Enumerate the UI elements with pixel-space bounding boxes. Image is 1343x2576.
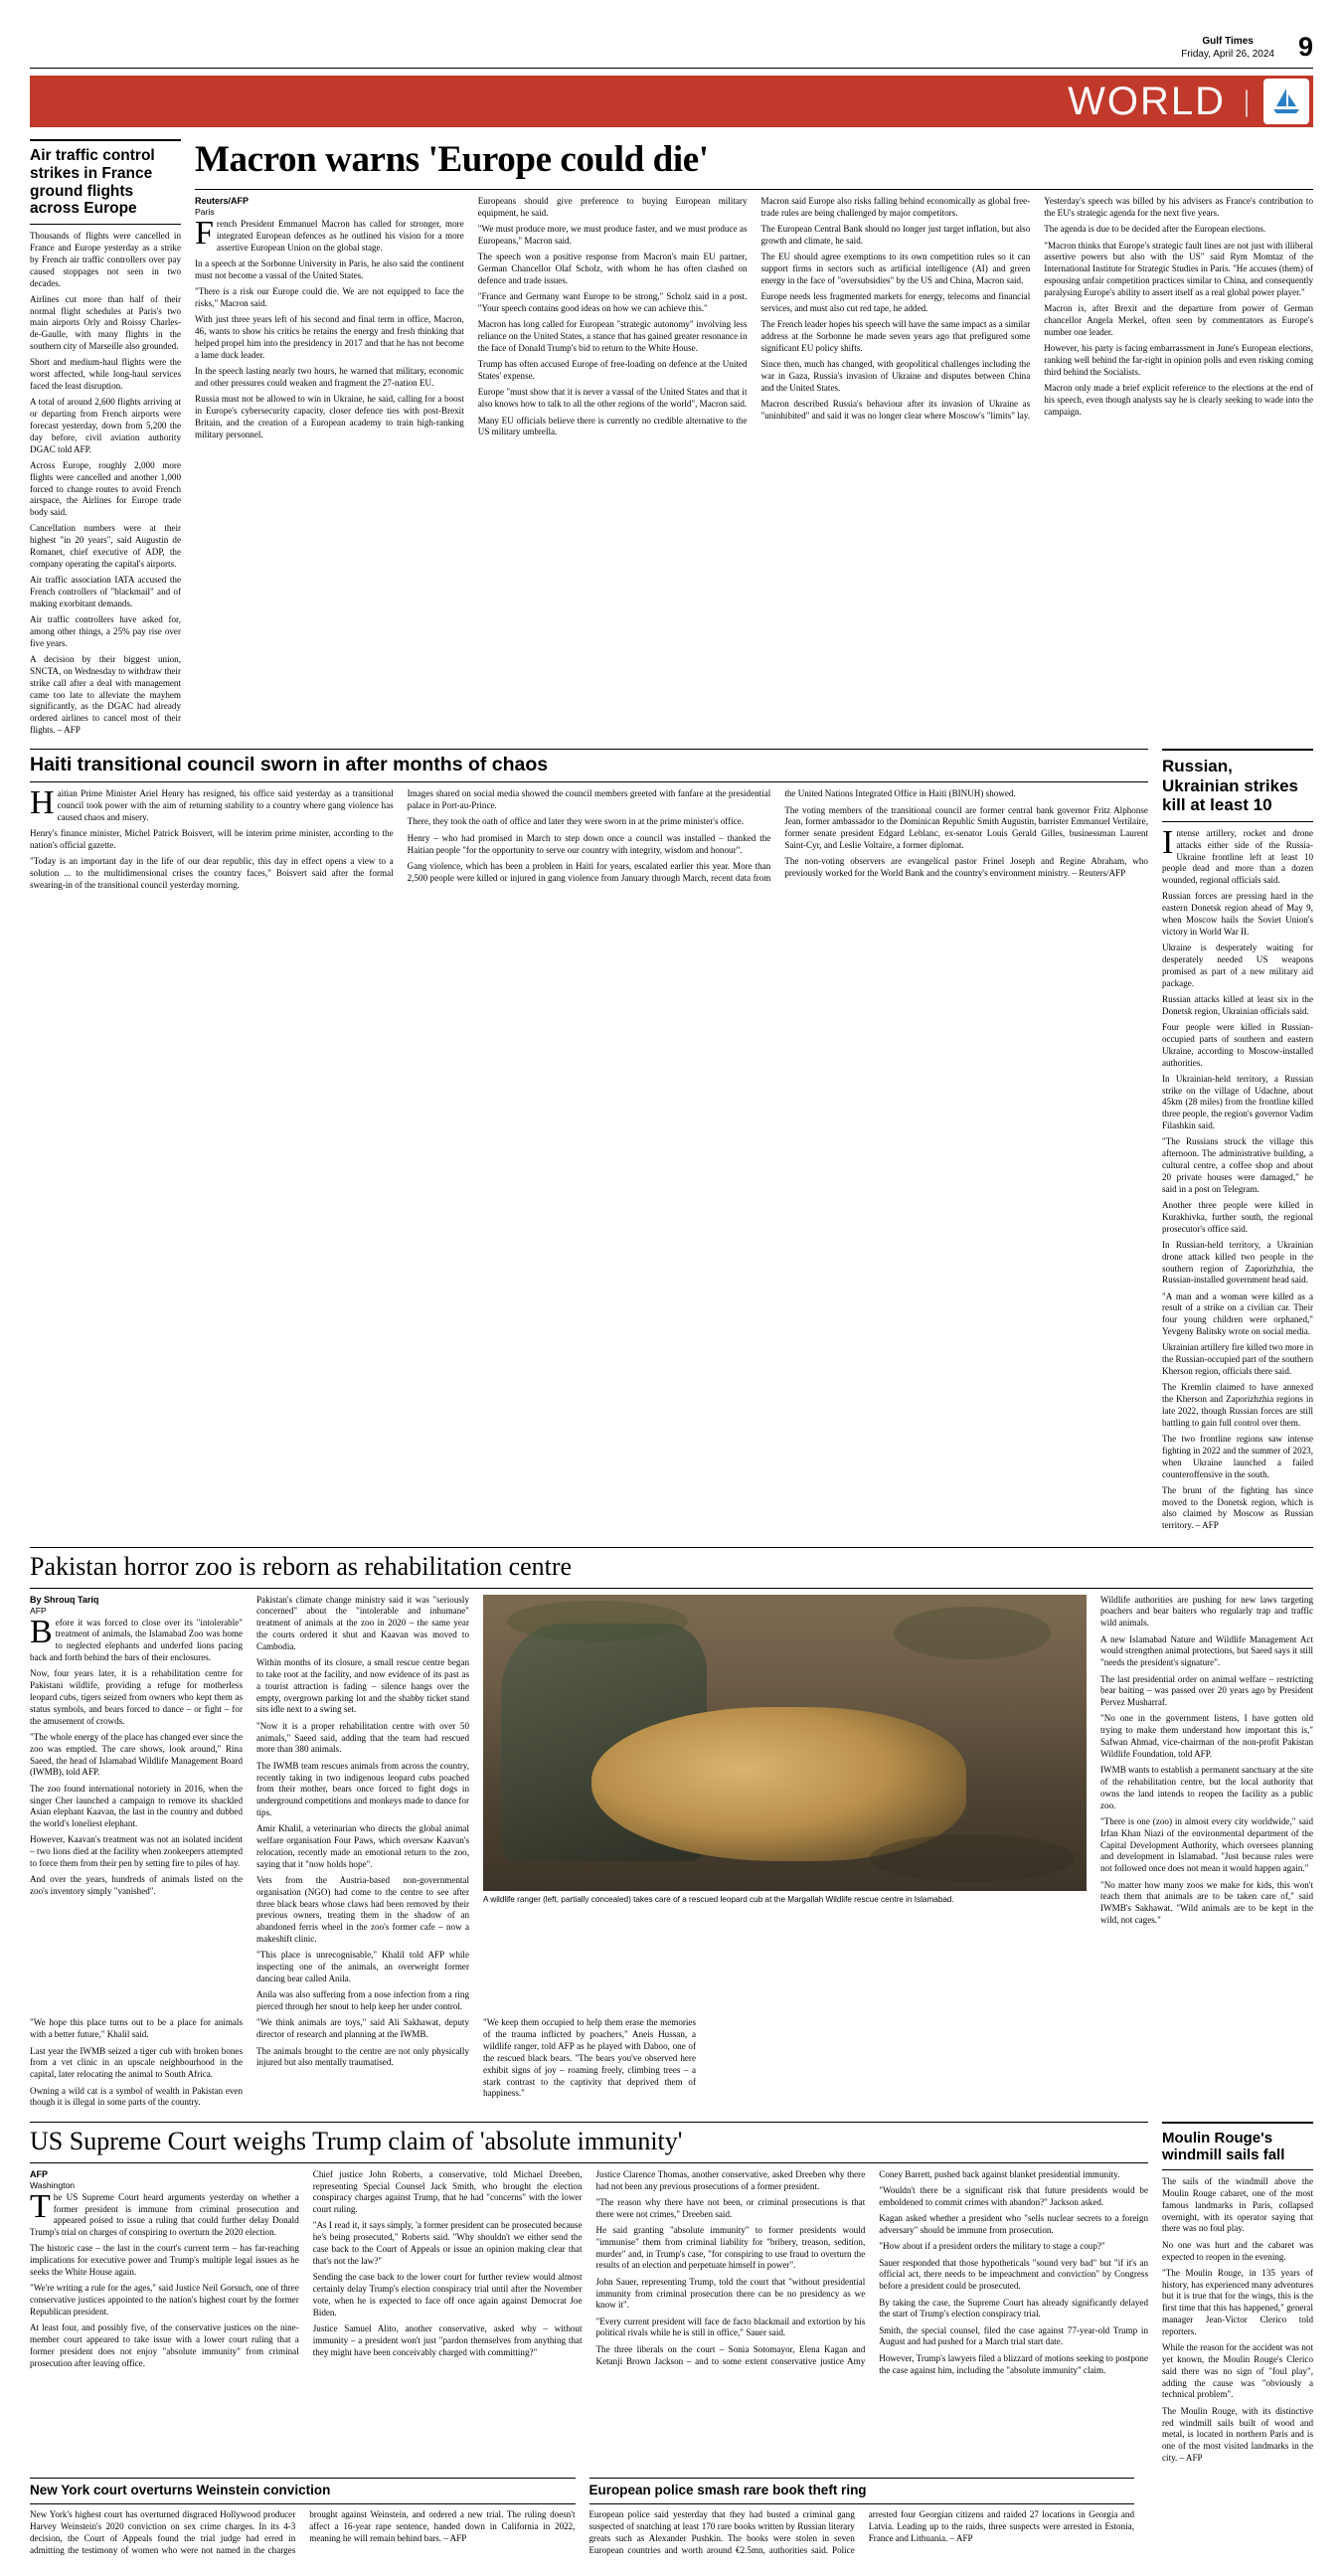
paragraph: "The whole energy of the place has changed ever since the zoo was emptied. The care shows, look around," Rina Saeed, the head of Islamabad Wildlife Management Board (IWMB), told AFP. [30,1731,243,1778]
paragraph: Four people were killed in Russian-occupied parts of southern and eastern Ukraine, according to Moscow-installed authorities. [1162,1022,1313,1068]
paragraph: The three liberals on the court – Sonia Sotomayor, Elena Kagan and Ketanji Brown Jackson – and to some extent conservative justice Amy Coney Barrett, pushed back against blanket presidential immunity. [595,2168,1120,2366]
haiti-body [30,784,1148,892]
paragraph: "Today is an important day in the life of our dear republic, this day in effect opens a view to a solution ... to the multidimensional crises the country faces," Boisvert said after the formal swearing-in of the transitional council yesterday morning. [30,856,394,890]
paragraph: "France and Germany want Europe to be strong," Scholz said in a post. "Your speech contains good ideas on how we can achieve this." [477,291,748,314]
paragraph: The agenda is due to be decided after the European elections. [1044,224,1266,235]
byline-location: Paris [195,207,215,218]
zoo-top-rule [30,1547,1313,1548]
paragraph: Anila was also suffering from a nose infection from a ring pierced through her snout to help keep her under control. [256,1989,469,2012]
paragraph: Before it was forced to close over its "intolerable" treatment of animals, the Islamabad Zoo was home to neglected elephants and underfed lions pacing back and forth behind the bars of their enclosures. [30,1613,243,1663]
russia-story [1162,749,1313,1536]
sidebar-top-rule [30,139,181,141]
byline-author: By Shrouq Tariq [30,1594,99,1605]
paragraph: Russian attacks killed at least six in the Donetsk region, Ukrainian officials said. [1162,993,1313,1016]
brief-body [30,2509,576,2556]
paragraph: Sending the case back to the lower court for further review would almost certainly delay Trump's election conspiracy trial until after the November vote, when he is expected to face off once again against Democrat Joe Biden. [312,2272,583,2318]
scotus-headline: US Supreme Court weighs Trump claim of 'absolute immunity' [30,2126,683,2155]
paragraph: "The reason why there have not been, or criminal prosecutions is that there were not crimes," Dreeben said. [595,2196,866,2219]
paragraph: Now, four years later, it is a rehabilitation centre for Pakistani wildlife, providing a refuge for motherless leopard cubs, tigers seized from owners who kept them as status symbols, and bears forced to dance – or fight – for the amusement of crowds. [30,1668,243,1726]
paragraph: No one was hurt and the cabaret was expected to reopen in the evening. [1162,2239,1313,2262]
zoo-col-3 [30,2017,243,2113]
paragraph: A decision by their biggest union, SNCTA, on Wednesday to withdraw their strike call after a deal with management came too late to alleviate the mayhem significantly, as the DGAC had already ordered airlines to cancel most of their flights. – AFP [30,654,181,735]
banner-divider: | [1243,85,1250,117]
zoo-headline: Pakistan horror zoo is reborn as rehabilitation centre [30,1551,573,1581]
photo-caption: A wildlife ranger (left, partially concealed) takes care of a rescued leopard cub at the Margallah Wildlife rescue centre in Islamabad. [483,1894,954,1904]
photo-foliage [507,1601,688,1642]
paragraph: In Russian-held territory, a Ukrainian drone attack killed two people in the southern region of Zaporizhzhia, the Russian-installed government head said. [1162,1239,1313,1286]
paragraph: "The Moulin Rouge, in 135 years of history, has experienced many adventures but it is true that for the wings, this is the first time that this has happened," general manager Jean-Victor Clerico told reporters. [1162,2267,1313,2336]
left-sidebar [30,139,181,741]
brief-top-rule [30,2478,576,2479]
sidebar-rule [30,224,181,225]
zoo-col-4 [256,2017,469,2113]
brief-headline: New York court overturns Weinstein conviction [30,2483,331,2498]
paragraph: Across Europe, roughly 2,000 more flights were cancelled and another 1,000 forced to change routes to avoid French airspace, the Airlines for Europe trade body said. [30,459,181,518]
zoo-body-top [30,1595,1313,2018]
sailboat-icon [1263,79,1309,124]
paragraph: "There is a risk our Europe could die. We are not equipped to face the risks," Macron said. [195,286,464,308]
paragraph: A new Islamabad Nature and Wildlife Management Act would strengthen animal protections, but Saeed says it still "needs the president's signature". [1100,1633,1313,1668]
paragraph: European police said yesterday that they had busted a criminal gang suspected of snatching at least 170 rare books written by Russian literary greats such as Alexander Pushkin. The books were stolen in seven European countries and worth around €2.5mn, authorities said. Police arrested four Georgian citizens and raided 27 locations in Georgia and Latvia. Leading up to the raids, three suspects were arrested in Estonia, France and Lithuania. – AFP [588,2509,1134,2555]
haiti-story [30,749,1148,1536]
paragraph: In Ukrainian-held territory, a Russian strike on the village of Udachne, about 45km (28 miles) from the frontline killed three people, the region's governor Vadim Filashkin said. [1162,1073,1313,1131]
paragraph: The voting members of the transitional council are former central bank governor Fritz Alphonse Jean, former ambassador to the Dominican Republic Smith Augustin, barrister Emmanuel Vertilaire, former senate president Edgard Leblanc, ex-senator Louis Gerald Gilles, businessman Laurent Saint-Cyr, and Leslie Voltaire, a former diplomat. [784,804,1148,851]
paragraph: Smith, the special counsel, filed the case against 77-year-old Trump in August and had pushed for a March trial start date. [879,2324,1148,2347]
bottom-section [30,2122,1313,2470]
paragraph: "This place is unrecognisable," Khalil told AFP while inspecting one of the animals, an overweight former dancing bear called Anila. [256,1950,469,1984]
paragraph: Macron said Europe also risks falling behind economically as global free-trade rules are being challenged by major competitors. [760,196,1031,218]
paragraph: "As I read it, it says simply, 'a former president can be prosecuted because he's being prosecuted," Roberts said. "Why shouldn't we either send the case back to the Court of Appeals or issue an opinion making clear that that's not the law?" [312,2220,583,2266]
paragraph: John Sauer, representing Trump, told the court that "without presidential immunity from criminal prosecution there can be no presidency as we know it". [595,2276,866,2311]
byline-location: Washington [30,2179,76,2190]
paragraph: Thousands of flights were cancelled in France and Europe yesterday as a strike by French air traffic controllers over pay caused stoppages not seen in two decades. [30,231,181,288]
paragraph: The two frontline regions saw intense fighting in 2022 and the summer of 2023, when Ukraine launched a failed counteroffensive in the south. [1162,1434,1313,1479]
paragraph: The French leader hopes his speech will have the same impact as a similar address at the Sorbonne he made seven years ago that prefigured some significant EU policy shifts. [760,319,1031,354]
paragraph: "We keep them occupied to help them erase the memories of the trauma inflicted by poachers," Aneis Hussan, a wildlife ranger, told AFP as he played with Daboo, one of the rescued black bears. "The bears you've observed here exhibit signs of joy – roaming freely, climbing trees – a stark contrast to the captivity that deprived them of happiness." [483,2017,696,2099]
paragraph: In a speech at the Sorbonne University in Paris, he also said the continent must not become a vassal of the United States. [195,258,464,280]
paragraph: Macron described Russia's behaviour after its invasion of Ukraine as "uninhibited" and said it was no longer clear where Moscow's "limits" lay. [760,399,1031,422]
paragraph: French President Emmanuel Macron has called for stronger, more integrated European defences as he outlined his vision for a more assertive European Union on the global stage. [195,215,464,253]
lead-rule [195,189,1313,190]
zoo-photo-block [483,1595,1087,2018]
russia-headline: Russian, Ukrainian strikes kill at least 10 [1162,757,1299,815]
lead-headline: Macron warns 'Europe could die' [195,139,709,180]
paragraph: The zoo found international notoriety in 2016, when the singer Cher launched a campaign to remove its shackled Asian elephant Kaavan, the last in the country and dubbed the world's loneliest elephant. [30,1783,243,1829]
russia-rule [1162,821,1313,822]
byline [195,196,464,218]
brief-body [589,2509,1135,2556]
brief-headline: European police smash rare book theft ring [588,2483,867,2498]
paragraph: The IWMB team rescues animals from across the country, recently taking in two indigenous leopard cubs poached from their mother, bears once forced to fight dogs in underground competitions and monkeys made to dance for tips. [256,1760,469,1817]
paragraph: Pakistan's climate change ministry said it was "seriously concerned" about the "intolerable and inhumane" treatment of animals at the zoo in 2020 – the same year the courts ordered it shut and Kaavan was moved to Cambodia. [256,1594,469,1651]
issue-date: Friday, April 26, 2024 [1181,49,1274,60]
paragraph: Amir Khalil, a veterinarian who directs the global animal welfare organisation Four Paws, which oversaw Kaavan's relocation, recently made an emotional return to the zoo, saying that it "now holds hope". [256,1823,469,1869]
footer-briefs [30,2478,1313,2556]
paragraph: Since then, much has changed, with geopolitical challenges including the war in Gaza, Russia's invasion of Ukraine and disputes between China and the United States. [760,359,1031,393]
paragraph: Airlines cut more than half of their normal flight schedules at Paris's two main airports Orly and Roissy Charles-de-Gaulle, with many flights in the southern city of Marseille also grounded. [30,293,181,352]
paragraph: Henry's finance minister, Michel Patrick Boisvert, will be interim prime minister, according to the nation's official gazette. [30,828,394,851]
zoo-story [30,1547,1313,2114]
paragraph: The animals brought to the centre are not only physically injured but also mentally traumatised. [256,2045,469,2068]
zoo-col-4b [483,2017,696,2113]
scotus-top-rule [30,2122,1148,2123]
paragraph: Owning a wild cat is a symbol of wealth in Pakistan even though it is illegal in some parts of the country. [30,2085,243,2108]
paragraph: Ukraine is desperately waiting for desperately needed US weapons promised as part of a new military aid package. [1162,943,1313,988]
lead-body [195,196,1313,440]
byline [30,2169,299,2191]
paragraph: The last presidential order on animal welfare – restricting bear baiting – was passed over 20 years ago by President Pervez Musharraf. [1100,1673,1313,1708]
paragraph: Images shared on social media showed the council members greeted with fanfare at the presidential palace in Port-au-Prince. [407,788,771,811]
zoo-col-2 [256,1595,469,2018]
paragraph: The brunt of the fighting has since moved to the Donetsk region, which is also claimed by Moscow as Russian territory. – AFP [1162,1484,1313,1531]
paragraph: Gang violence, which has been a problem in Haiti for years, escalated earlier this year. More than 2,500 people were killed or injured in gang violence from January through March, recent data from the United Nations Integrated Office in Haiti (BINUH) showed. [407,788,1016,883]
paragraph: Trump has often accused Europe of free-loading on defence at the United States' expense. [477,359,748,382]
paragraph: There, they took the oath of office and later they were sworn in at the prime minister's office. [407,816,745,827]
paragraph: Macron has long called for European "strategic autonomy" involving less reliance on the United States, a stance that has gained greater resonance in the face of Donald Trump's bid to return to the White House. [477,319,748,354]
paragraph: Macron is, after Brexit and the departure from power of German chancellor Angela Merkel, often seen by commentators as Europe's number one leader. [1044,303,1313,337]
paragraph: "Every current president will face de facto blackmail and extortion by his political rivals while he is still in office," Sauer said. [595,2316,866,2338]
paragraph: "The Russians struck the village this afternoon. The administrative building, a cultural centre, a coffee shop and about 20 private houses were damaged," he said in a post on Telegram. [1162,1136,1313,1194]
paragraph: "We hope this place turns out to be a place for animals with a better future," Khalil said. [30,2017,243,2040]
paragraph: Haitian Prime Minister Ariel Henry has resigned, his office said yesterday as a transitional council took power with the aim of returning stability to a country where gang violence has caused chaos and misery. [30,784,394,822]
paragraph: "No matter how many zoos we make for kids, this won't teach them that animals are to be taken care of," said IWMB's Sakhawat. "Wild animals are to be kept in the wild, not cages." [1100,1879,1313,1925]
paragraph: Intense artillery, rocket and drone attacks either side of the Russia-Ukraine frontline left at least 10 people dead and more than a dozen wounded, regional officials said. [1162,823,1313,886]
brief-rule [589,2503,1135,2504]
paragraph: Russian forces are pressing hard in the eastern Donetsk region ahead of May 9, when Moscow hails the Soviet Union's victory in World War II. [1162,891,1313,937]
brief-top-rule [589,2478,1135,2479]
zoo-col-5 [1100,1595,1313,2018]
moulin-body [1162,2176,1313,2465]
paragraph: Vets from the Austria-based non-governmental organisation (NGO) had come to the centre to see after three black bears whose claws had been removed by their previous owners, treating them in the shadow of an abandoned ferris wheel in the zoo's former cafe – now a makeshift clinic. [256,1875,469,1945]
top-section [30,139,1313,741]
section-title: WORLD [1068,79,1226,123]
paragraph: Within months of its closure, a small rescue centre began to take root at the facility, and now evidence of its past as a tourist attraction is fading – silence hangs over the empty, overgrown parking lot and the shabby ticket stand sits idle next to a swing set. [256,1657,469,1715]
zoo-col-spacer [710,2017,1313,2113]
byline-author: AFP [30,2168,48,2179]
paragraph: With just three years left of his second and final term in office, Macron, 46, wants to show his critics he retains the energy and fresh thinking that helped propel him into the presidency in 2017 and that he has not become a lame duck leader. [195,314,464,360]
paragraph: "Now it is a proper rehabilitation centre with over 50 animals," Saeed said, adding that the team had rescued more than 380 animals. [256,1720,469,1755]
paragraph: The European Central Bank should no longer just target inflation, but also growth and climate, he said. [760,224,1031,247]
byline [30,1595,243,1617]
paragraph: Air traffic controllers have asked for, among other things, a 25% pay rise over five years. [30,614,181,648]
masthead-rule [30,68,1313,69]
paragraph: Justice Samuel Alito, another conservative, asked why – without immunity – a president won't just "pardon themselves from anything that they might have been conceivably charged with committing?" [312,2322,583,2357]
brief-rule [30,2503,576,2504]
paragraph: However, Kaavan's treatment was not an isolated incident – two lions died at the facility when zookeepers attempted to force them from their pen by setting fire to piles of hay. [30,1834,243,1869]
haiti-rule [30,781,1148,782]
paragraph: The Kremlin claimed to have annexed the Kherson and Zaporizhzhia regions in late 2022, though Russian forces are still battling to gain full control over them. [1162,1382,1313,1428]
paragraph: "There is one (zoo) in almost every city worldwide," said Irfan Khan Niazi of the environmental department of the Capital Development Authority, which oversees planning and development in Islamabad. "Just because rules were not followed once does not mean it would happen again." [1100,1815,1313,1874]
paragraph: The historic case – the last in the court's current term – has far-reaching implications for executive power and Trump's multiple legal issues as he seeks the White House again. [30,2243,299,2278]
paragraph: The EU should agree exemptions to its own competition rules so it can support firms in sectors such as artificial intelligence (AI) and green energy in the face of "oversubsidies" by the US and China, Macron said. [760,252,1031,285]
photo-foliage [870,1834,1075,1882]
haiti-top-rule [30,749,1148,750]
paragraph: And over the years, hundreds of animals listed on the zoo's inventory simply "vanished". [30,1874,243,1897]
paragraph: Ukrainian artillery fire killed two more in the Russian-occupied part of the southern Kherson region, officials there said. [1162,1342,1313,1377]
paragraph: "How about if a president orders the military to stage a coup?" [879,2241,1105,2252]
paragraph: Europe needs less fragmented markets for energy, telecoms and financial services, and must also cut red tape, he added. [760,291,1031,314]
masthead-info [1181,35,1274,61]
paragraph: However, his party is facing embarrassment in June's European elections, ranking well behind the far-right in opinion polls and even risking coming third behind the Socialists. [1044,343,1313,377]
paragraph: He said granting "absolute immunity" to former presidents would "immunise" them from criminal liability for "bribery, treason, sedition, murder" and, in Trump's case, "for conspiring to use fraud to overturn the results of an election and perpetuate himself in power". [595,2224,866,2271]
photo-foliage [894,1607,1051,1660]
paragraph: Kagan asked whether a president who "sells nuclear secrets to a foreign adversary" should be immune from prosecution. [879,2213,1148,2235]
paragraph: While the reason for the accident was not yet known, the Moulin Rouge's Clerico said there was no sign of "foul play", adding the cause was "obviously a technical problem". [1162,2342,1313,2400]
scotus-rule [30,2162,1148,2163]
paragraph: The sails of the windmill above the Moulin Rouge cabaret, one of the most famous landmarks in Paris, collapsed overnight, with its operator saying that there was no foul play. [1162,2176,1313,2234]
paragraph: "A man and a woman were killed as a result of a strike on a civilian car. Their four young children were orphaned," Yevgeny Balitsky wrote on social media. [1162,1290,1313,1337]
zoo-photo [483,1595,1087,1891]
paragraph: Another three people were killed in Kurakhivka, further south, the regional prosecutor's office said. [1162,1199,1313,1234]
paragraph: "Wouldn't there be a significant risk that future presidents would be emboldened to commit crimes with abandon?" Jackson asked. [879,2185,1148,2207]
paragraph: Cancellation numbers were at their highest "in 20 years", said Augustin de Romanet, chief executive of ADP, the company operating the capital's airports. [30,523,181,569]
paragraph: The non-voting observers are evangelical pastor Frinel Joseph and Regine Abraham, who previously worked for the World Bank and the country's environment ministry. – Reuters/AFP [784,856,1148,879]
moulin-headline: Moulin Rouge's windmill sails fall [1162,2129,1285,2163]
lead-story [195,139,1313,741]
zoo-body-bottom [30,2017,1313,2113]
paragraph: Justice Clarence Thomas, another conservative, asked Dreeben why there had not been any previous prosecutions of a former president. [595,2168,866,2191]
paragraph: In the speech lasting nearly two hours, he warned that military, economic and other pressures could weaken and fragment the 27-nation EU. [195,366,464,388]
paragraph: Europeans should give preference to buying European military equipment, he said. [477,196,748,218]
paragraph: The Moulin Rouge, with its distinctive red windmill sails built of wood and metal, is located in northern Paris and is one of the most visited landmarks in the city. – AFP [1162,2405,1313,2464]
mid-section [30,749,1313,1536]
paragraph: Short and medium-haul flights were the worst affected, while long-haul services faced the least disruption. [30,357,181,391]
scotus-story [30,2122,1148,2470]
byline-location: AFP [30,1605,47,1616]
sidebar-headline: Air traffic control strikes in France ground flights across Europe [30,147,155,218]
paragraph: However, Trump's lawyers filed a blizzard of motions seeking to postpone the case against him, including the "absolute immunity" claim. [879,2352,1148,2375]
paragraph: Last year the IWMB seized a tiger cub with broken bones from a vet clinic in an upscale neighbourhood in the capital, later relocating the animal to South Africa. [30,2045,243,2080]
paragraph: "No one in the government listens, I have gotten old trying to make them understand how important this is," Safwan Ahmad, vice-chairman of the non-profit Pakistan Wildlife Foundation, told AFP. [1100,1713,1313,1759]
paragraph: At least four, and possibly five, of the conservative justices on the nine-member court appeared to take issue with a lower court ruling that a former president does not enjoy "absolute immunity" from criminal prosecution after leaving office. [30,2322,299,2368]
masthead [30,0,1313,65]
paragraph: Macron only made a brief explicit reference to the elections at the end of his speech, even though analysts say he is clearly seeking to wade into the campaign. [1044,382,1313,417]
footer-spacer [1148,2478,1313,2556]
russia-top-rule [1162,749,1313,751]
moulin-rule [1162,2169,1313,2170]
paragraph: "We're writing a rule for the ages," said Justice Neil Gorsuch, one of three conservative justices appointed to the nation's highest court by the former Republican president. [30,2283,299,2318]
scotus-body [30,2169,1148,2377]
moulin-top-rule [1162,2122,1313,2124]
byline-author: Reuters/AFP [195,196,250,207]
section-banner [30,76,1313,127]
paragraph: "We think animals are toys," said Ali Sakhawat, deputy director of research and planning at the IWMB. [256,2017,469,2040]
paragraph: New York's highest court has overturned disgraced Hollywood producer Harvey Weinstein's 2020 conviction on sex crime charges. In its 4-3 decision, the Court of Appeals found the trial judge had erred in admitting the testimony of women who were not named in the charges brought against Weinstein, and ordered a new trial. The ruling doesn't affect a 16-year rape sentence, handed down in California in 2022, meaning he will remain behind bars. – AFP [30,2509,576,2555]
brief-book-theft [589,2478,1135,2556]
paragraph: The speech won a positive response from Macron's main EU partner, German Chancellor Olaf Scholz, with whom he has often clashed on defence and trade issues. [477,252,748,285]
paragraph: Air traffic association IATA accused the French controllers of "blackmail" and of making exorbitant demands. [30,575,181,608]
paragraph: Europe "must show that it is never a vassal of the United States and that it also knows how to talk to all the other regions of the world", Macron said. [477,387,748,410]
zoo-col-1 [30,1595,243,2018]
paragraph: Wildlife authorities are pushing for new laws targeting poachers and bear baiters who regularly trap and traffic wild animals. [1100,1594,1313,1629]
paragraph: Henry – who had promised in March to step down once a council was installed – thanked the Haitian people "for the opportunity to serve our country with integrity, wisdom and honour". [407,832,771,855]
zoo-rule [30,1588,1313,1589]
paragraph: By taking the case, the Supreme Court has already significantly delayed the start of Trump's election conspiracy trial. [879,2297,1148,2319]
paragraph: "Macron thinks that Europe's strategic fault lines are not just with illiberal assertive powers but also with the US" said Rym Momtaz of the International Institute for Strategic Studies in Paris. "He accuses (them) of espousing unfair competition practices similar to China, and consequently paralysing Europe's ability to assert itself as a real global power player." [1044,240,1313,297]
paragraph: Sauer responded that those hypotheticals "sound very bad" but "if it's an official act, there needs to be impeachment and conviction" by Congress before a president could be prosecuted. [879,2257,1148,2292]
photo-leopard-shape [591,1707,965,1861]
paragraph: Many EU officials believe there is currently no credible alternative to the US military umbrella. [477,415,748,437]
paragraph: Yesterday's speech was billed by his advisers as France's contribution to the EU's strategic agenda for the next five years. [1044,196,1313,218]
paragraph: IWMB wants to establish a permanent sanctuary at the site of the rehabilitation centre, but the local authority that owns the land intends to reopen the facility as a public zoo. [1100,1765,1313,1810]
sidebar-body [30,231,181,737]
paragraph: "We must produce more, we must produce faster, and we must produce as Europeans," Macron said. [477,224,748,247]
paragraph: Russia must not be allowed to win in Ukraine, he said, calling for a boost in Europe's cybersecurity capacity, closer defence ties with post-Brexit Britain, and the creation of a European academy to train high-ranking military personnel. [195,394,464,439]
brief-weinstein [30,2478,576,2556]
moulin-story [1162,2122,1313,2470]
page-number: 9 [1297,32,1313,62]
russia-body [1162,823,1313,1532]
paragraph: The US Supreme Court heard arguments yesterday on whether a former president is immune from criminal prosecution and appeared poised to issue a ruling that could further delay Donald Trump's trial on charges of conspiring to overturn the 2020 election. [30,2187,299,2238]
haiti-headline: Haiti transitional council sworn in after months of chaos [30,754,549,776]
paper-name: Gulf Times [1202,36,1254,47]
paragraph: A total of around 2,600 flights arriving at or departing from French airports were forecast yesterday, down from 5,200 the day before, civil aviation authority DGAC told AFP. [30,397,181,454]
paragraph: Chief justice John Roberts, a conservative, told Michael Dreeben, representing Special Counsel Jack Smith, who brought the election conspiracy charges against Trump, that he had "concerns" with the lower court ruling. [312,2168,583,2215]
